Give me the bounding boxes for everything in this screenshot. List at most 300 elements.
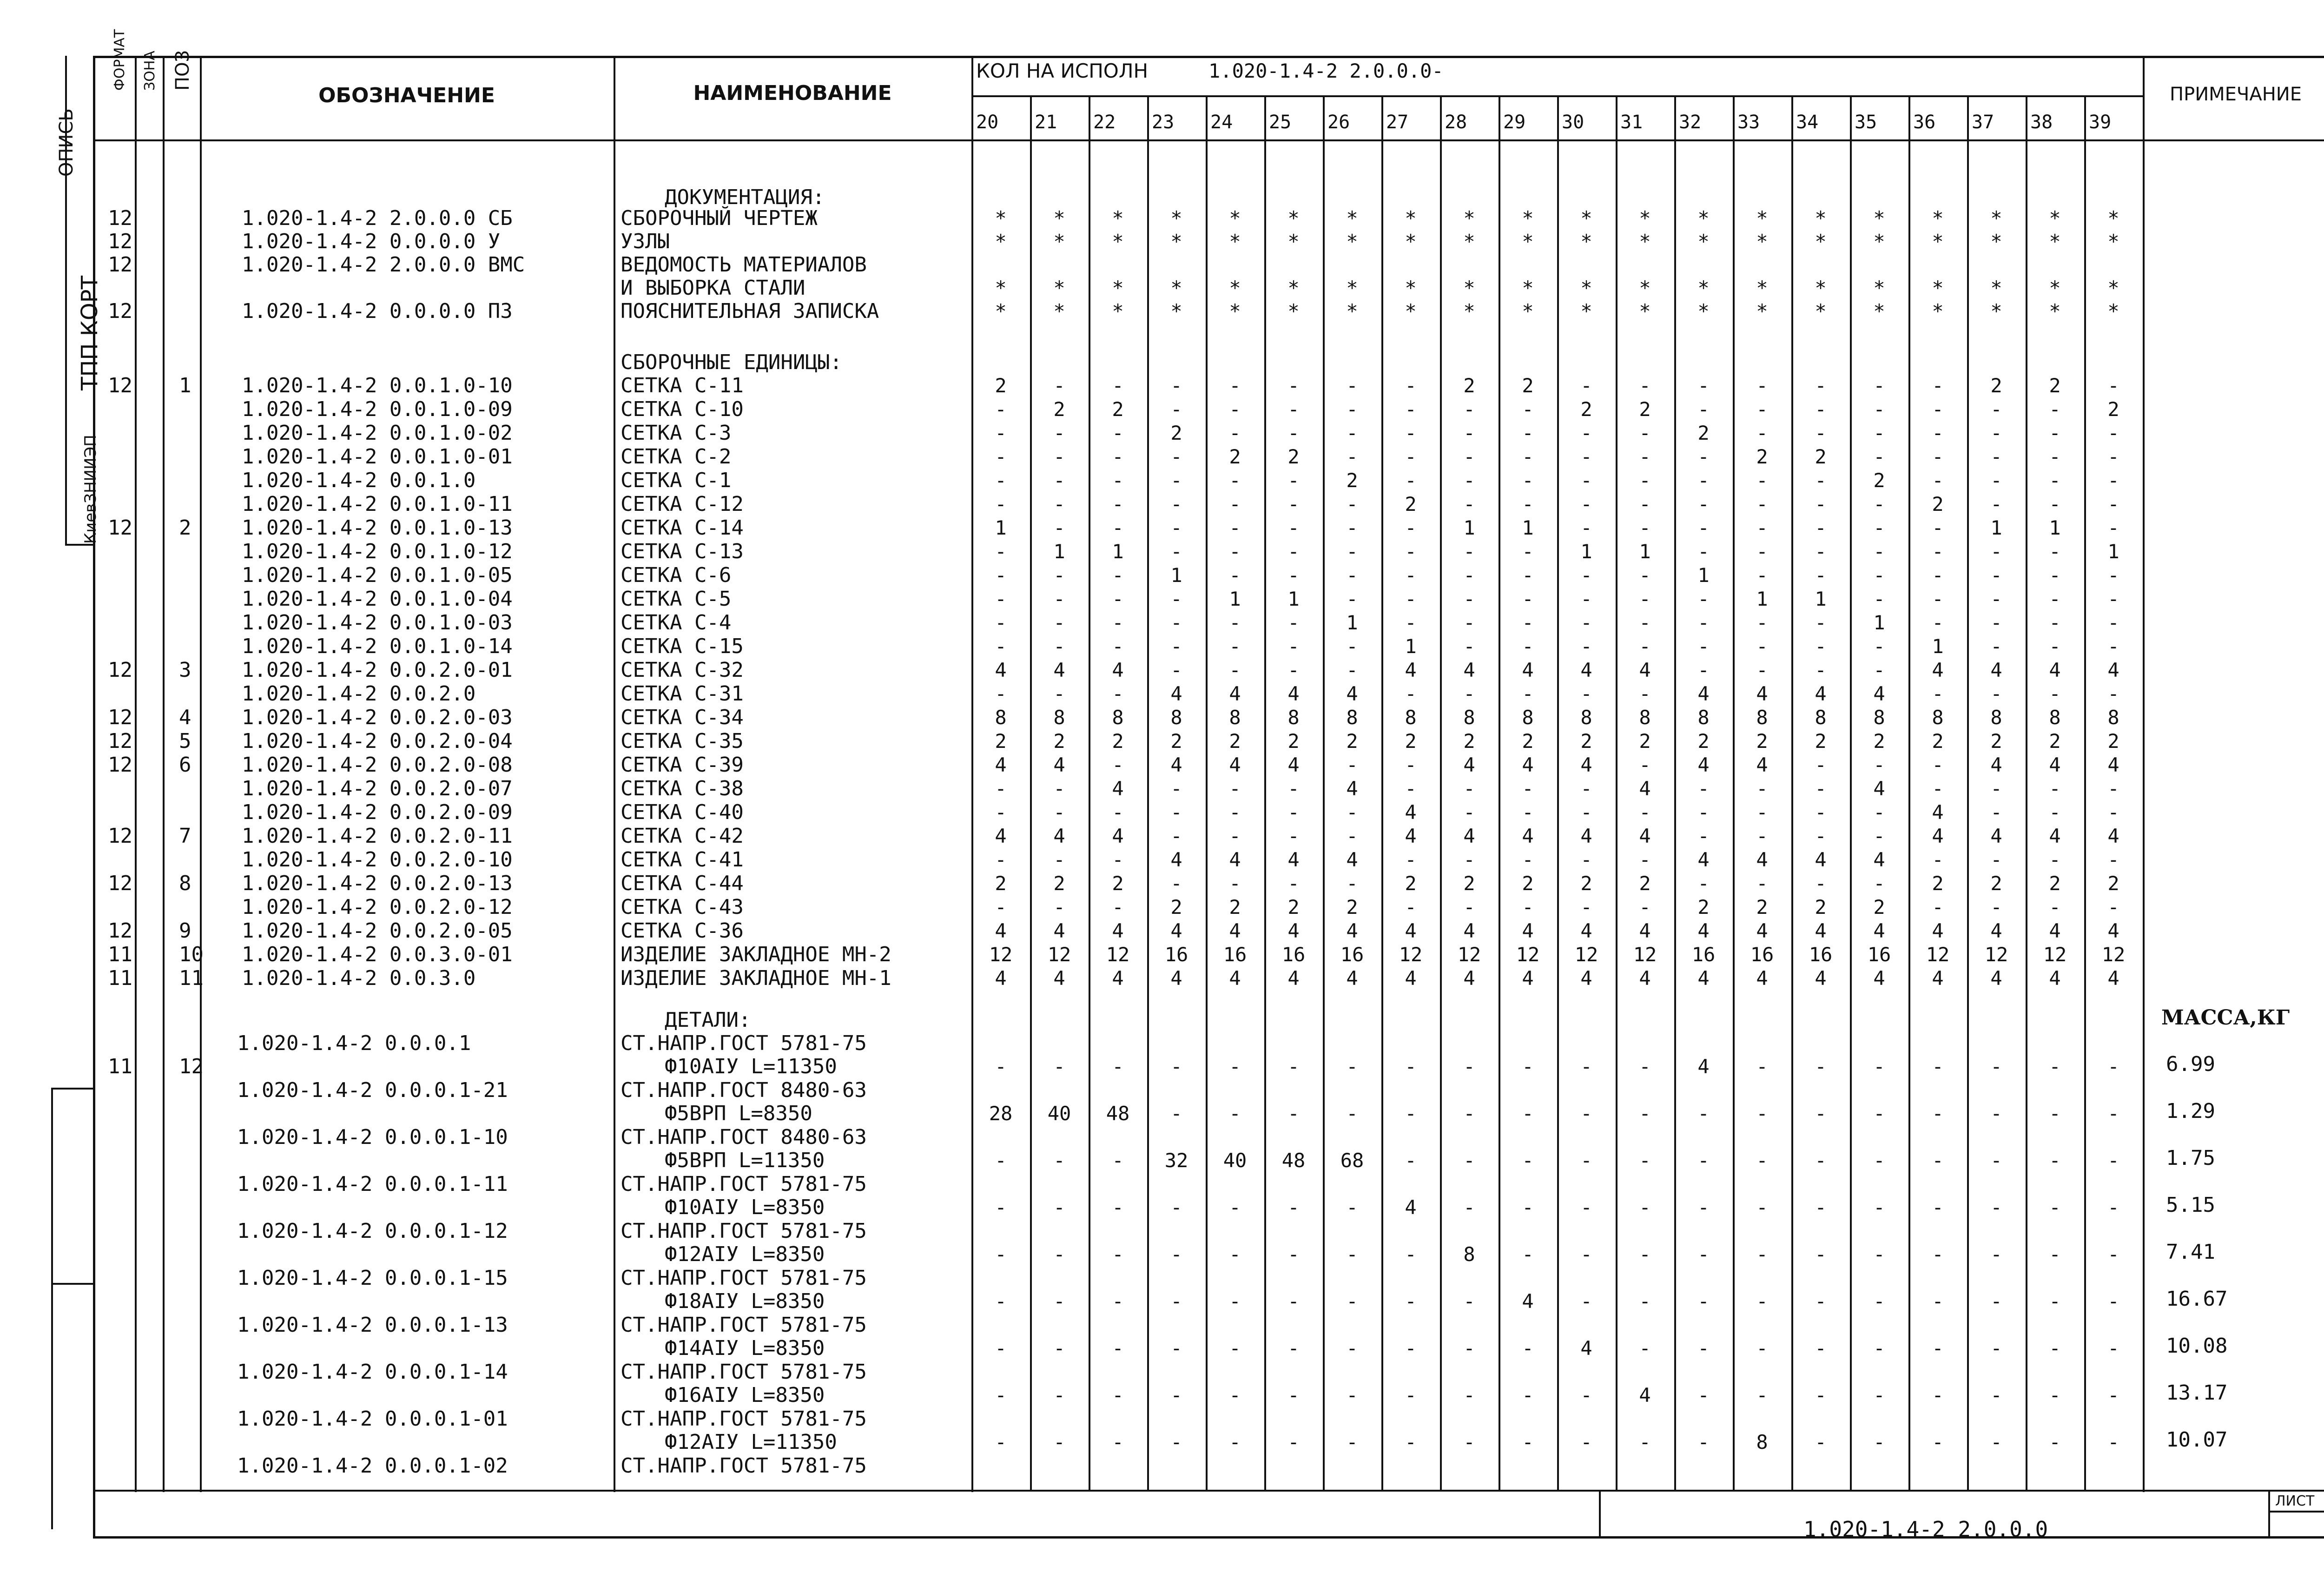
- qty-cell: 2: [1405, 493, 1417, 515]
- qty-cell: *: [1346, 230, 1358, 253]
- qty-cell: -: [2049, 422, 2061, 444]
- qty-cell: -: [1405, 1384, 1417, 1407]
- qty-cell: -: [1287, 611, 1300, 634]
- qty-cell: -: [1932, 1384, 1944, 1407]
- qty-cell: -: [2107, 588, 2119, 610]
- qty-cell: -: [1346, 493, 1358, 515]
- qty-cell: 4: [1346, 919, 1358, 942]
- qty-cell: -: [1463, 1290, 1475, 1313]
- name-cell: СТ.НАПР.ГОСТ 5781-75: [621, 1266, 867, 1290]
- qty-cell: 2: [1346, 730, 1358, 753]
- qty-cell: -: [1756, 540, 1768, 563]
- qty-cell: 4: [2049, 659, 2061, 681]
- qty-cell: -: [1873, 1243, 1885, 1266]
- qty-cell: 4: [1229, 682, 1241, 705]
- qty-cell: 2: [1873, 730, 1885, 753]
- qty-cell: -: [1053, 374, 1065, 397]
- qty-cell: 12: [989, 943, 1013, 966]
- name-cell: И ВЫБОРКА СТАЛИ: [621, 276, 805, 300]
- qty-cell: -: [1639, 611, 1651, 634]
- qty-cell: -: [1229, 611, 1241, 634]
- qty-cell: 4: [1756, 682, 1768, 705]
- qty-cell: -: [1639, 564, 1651, 587]
- qty-cell: 12: [1047, 943, 1071, 966]
- qty-cell: *: [1463, 207, 1475, 230]
- qty-cell: *: [1405, 207, 1417, 230]
- designation-cell: 1.020-1.4-2 0.0.2.0-03: [242, 706, 513, 729]
- column-number: 38: [2030, 112, 2053, 133]
- designation-cell: 1.020-1.4-2 0.0.1.0-02: [242, 421, 513, 445]
- qty-cell: 2: [1053, 730, 1065, 753]
- qty-cell: -: [1815, 1337, 1827, 1360]
- qty-cell: -: [995, 469, 1007, 492]
- name-cell: СТ.НАПР.ГОСТ 5781-75: [621, 1172, 867, 1196]
- qty-cell: 12: [1633, 943, 1657, 966]
- qty-cell: 4: [1463, 753, 1475, 776]
- mass-cell: 7.41: [2166, 1240, 2215, 1264]
- qty-cell: 2: [1639, 730, 1651, 753]
- qty-cell: -: [1815, 564, 1827, 587]
- name-cell: СЕТКА С-43: [621, 895, 744, 919]
- qty-cell: *: [1697, 207, 1710, 230]
- qty-cell: 4: [1287, 682, 1300, 705]
- pos-cell: 6: [179, 753, 191, 777]
- qty-cell: -: [1756, 611, 1768, 634]
- qty-cell: -: [1580, 777, 1592, 800]
- qty-cell: 8: [1170, 706, 1182, 729]
- qty-cell: -: [1580, 611, 1592, 634]
- qty-cell: -: [1405, 753, 1417, 776]
- qty-cell: -: [1346, 374, 1358, 397]
- qty-cell: 8: [995, 706, 1007, 729]
- qty-cell: *: [2049, 277, 2061, 299]
- qty-cell: -: [1697, 398, 1710, 421]
- column-number: 39: [2089, 112, 2112, 133]
- qty-cell: -: [1522, 801, 1534, 824]
- qty-cell: -: [1170, 659, 1182, 681]
- qty-cell: 4: [1287, 967, 1300, 990]
- qty-cell: *: [1287, 207, 1300, 230]
- qty-cell: -: [1522, 422, 1534, 444]
- qty-cell: -: [1756, 516, 1768, 539]
- qty-cell: -: [1639, 374, 1651, 397]
- name-cell-2: Ф12АIУ L=8350: [665, 1242, 825, 1266]
- qty-cell: 4: [995, 659, 1007, 681]
- name-cell: СЕТКА С-41: [621, 848, 744, 872]
- column-number: 23: [1152, 112, 1175, 133]
- qty-cell: -: [1112, 422, 1124, 444]
- qty-cell: -: [1346, 1102, 1358, 1125]
- qty-cell: -: [2049, 801, 2061, 824]
- qty-cell: -: [1287, 659, 1300, 681]
- qty-cell: -: [1522, 469, 1534, 492]
- qty-cell: -: [1932, 540, 1944, 563]
- qty-cell: -: [1932, 682, 1944, 705]
- qty-cell: -: [1170, 611, 1182, 634]
- qty-cell: *: [1053, 277, 1065, 299]
- qty-cell: -: [1112, 896, 1124, 918]
- qty-cell: 4: [1815, 682, 1827, 705]
- qty-cell: -: [1053, 1196, 1065, 1219]
- qty-cell: -: [1932, 848, 1944, 871]
- qty-cell: 4: [1229, 919, 1241, 942]
- qty-cell: -: [1287, 374, 1300, 397]
- qty-cell: *: [1112, 300, 1124, 323]
- qty-cell: *: [2107, 230, 2119, 253]
- qty-cell: -: [1170, 872, 1182, 895]
- qty-cell: -: [1639, 801, 1651, 824]
- qty-cell: *: [1053, 300, 1065, 323]
- qty-cell: -: [1873, 1431, 1885, 1453]
- qty-cell: *: [1873, 277, 1885, 299]
- qty-cell: -: [1697, 777, 1710, 800]
- name-cell: СЕТКА С-10: [621, 397, 744, 421]
- qty-cell: -: [1990, 635, 2002, 658]
- qty-cell: -: [2107, 801, 2119, 824]
- qty-cell: 8: [1815, 706, 1827, 729]
- qty-cell: -: [1873, 1055, 1885, 1078]
- qty-cell: 1: [1697, 564, 1710, 587]
- qty-cell: -: [1053, 801, 1065, 824]
- qty-cell: 16: [1691, 943, 1716, 966]
- qty-cell: -: [1346, 516, 1358, 539]
- qty-cell: -: [1639, 1196, 1651, 1219]
- qty-cell: -: [1346, 825, 1358, 847]
- qty-cell: 2: [1990, 872, 2002, 895]
- qty-cell: *: [1756, 300, 1768, 323]
- qty-cell: -: [1932, 1196, 1944, 1219]
- qty-cell: -: [1697, 659, 1710, 681]
- qty-cell: 1: [2049, 516, 2061, 539]
- qty-cell: 4: [1053, 753, 1065, 776]
- qty-cell: 12: [1984, 943, 2008, 966]
- qty-cell: -: [1229, 825, 1241, 847]
- qty-cell: -: [1873, 564, 1885, 587]
- qty-cell: 2: [1346, 469, 1358, 492]
- qty-cell: -: [1112, 564, 1124, 587]
- format-cell: 12: [108, 516, 132, 540]
- qty-cell: -: [995, 1290, 1007, 1313]
- qty-cell: -: [1287, 540, 1300, 563]
- designation-cell: 1.020-1.4-2 0.0.1.0-11: [242, 492, 513, 516]
- qty-cell: *: [1580, 207, 1592, 230]
- pos-cell: 11: [179, 966, 204, 990]
- qty-cell: 4: [1756, 848, 1768, 871]
- qty-cell: *: [2049, 230, 2061, 253]
- header-qty-code: 1.020-1.4-2 2.0.0.0-: [1208, 59, 1444, 82]
- qty-cell: -: [1112, 1243, 1124, 1266]
- qty-cell: 4: [1580, 919, 1592, 942]
- qty-cell: -: [1112, 493, 1124, 515]
- qty-cell: -: [1405, 682, 1417, 705]
- qty-cell: 1: [1405, 635, 1417, 658]
- qty-cell: -: [1053, 1055, 1065, 1078]
- qty-cell: -: [1053, 1384, 1065, 1407]
- qty-cell: 1: [995, 516, 1007, 539]
- format-cell: 12: [108, 253, 132, 277]
- qty-cell: -: [995, 493, 1007, 515]
- qty-cell: *: [1405, 230, 1417, 253]
- qty-cell: -: [1170, 1337, 1182, 1360]
- qty-cell: 8: [1697, 706, 1710, 729]
- qty-cell: *: [1170, 277, 1182, 299]
- qty-cell: *: [1932, 207, 1944, 230]
- qty-cell: -: [1580, 493, 1592, 515]
- qty-cell: -: [1990, 540, 2002, 563]
- qty-cell: -: [2049, 1102, 2061, 1125]
- qty-cell: 4: [1463, 967, 1475, 990]
- qty-cell: -: [1756, 422, 1768, 444]
- qty-cell: -: [1522, 588, 1534, 610]
- name-cell: СЕТКА С-15: [621, 634, 744, 658]
- qty-cell: -: [1229, 1243, 1241, 1266]
- qty-cell: -: [1463, 1149, 1475, 1172]
- qty-cell: 4: [2049, 967, 2061, 990]
- qty-cell: *: [1229, 300, 1241, 323]
- designation-cell: 1.020-1.4-2 0.0.0.1-21: [237, 1078, 508, 1102]
- qty-cell: 4: [1639, 777, 1651, 800]
- qty-cell: -: [1229, 1337, 1241, 1360]
- qty-cell: -: [2107, 1196, 2119, 1219]
- qty-cell: *: [1815, 277, 1827, 299]
- qty-cell: -: [1522, 564, 1534, 587]
- qty-cell: 1: [1756, 588, 1768, 610]
- qty-cell: -: [995, 1384, 1007, 1407]
- designation-cell: 1.020-1.4-2 0.0.2.0-05: [242, 919, 513, 943]
- designation-cell: 1.020-1.4-2 0.0.2.0-11: [242, 824, 513, 848]
- qty-cell: -: [1697, 493, 1710, 515]
- qty-cell: 4: [1346, 682, 1358, 705]
- qty-cell: -: [1053, 588, 1065, 610]
- name-cell: СЕТКА С-12: [621, 492, 744, 516]
- qty-cell: 8: [1463, 706, 1475, 729]
- qty-cell: 1: [1229, 588, 1241, 610]
- qty-cell: 4: [1463, 659, 1475, 681]
- designation-cell: 1.020-1.4-2 0.0.2.0: [242, 682, 476, 706]
- qty-cell: 12: [2101, 943, 2126, 966]
- qty-cell: -: [1756, 469, 1768, 492]
- qty-cell: -: [1229, 540, 1241, 563]
- qty-cell: -: [1463, 1055, 1475, 1078]
- qty-cell: -: [1697, 611, 1710, 634]
- qty-cell: -: [995, 611, 1007, 634]
- qty-cell: -: [1522, 1431, 1534, 1453]
- qty-cell: -: [1463, 588, 1475, 610]
- qty-cell: 16: [1223, 943, 1247, 966]
- qty-cell: 28: [989, 1102, 1013, 1125]
- qty-cell: *: [995, 207, 1007, 230]
- qty-cell: -: [1639, 422, 1651, 444]
- qty-cell: -: [1229, 1290, 1241, 1313]
- qty-cell: 1: [1287, 588, 1300, 610]
- sheet-label: ЛИСТ: [2275, 1493, 2315, 1509]
- qty-cell: -: [1815, 659, 1827, 681]
- qty-cell: *: [1639, 230, 1651, 253]
- qty-cell: -: [1053, 611, 1065, 634]
- qty-cell: -: [1697, 374, 1710, 397]
- qty-cell: 2: [1580, 872, 1592, 895]
- name-cell: СТ.НАПР.ГОСТ 5781-75: [621, 1407, 867, 1431]
- name-cell-2: Ф5ВРП L=11350: [665, 1149, 825, 1172]
- qty-cell: 2: [1053, 398, 1065, 421]
- qty-cell: 4: [1229, 967, 1241, 990]
- name-cell-2: Ф12АIУ L=11350: [665, 1430, 837, 1454]
- stamp-right-line: [2268, 1490, 2270, 1539]
- qty-cell: -: [2107, 422, 2119, 444]
- qty-cell: 4: [2107, 967, 2119, 990]
- qty-cell: -: [1112, 1431, 1124, 1453]
- qty-cell: -: [1990, 1431, 2002, 1453]
- qty-cell: -: [1229, 516, 1241, 539]
- name-cell: СЕТКА С-32: [621, 658, 744, 682]
- qty-cell: 4: [1170, 848, 1182, 871]
- qty-cell: -: [1112, 682, 1124, 705]
- qty-cell: -: [1229, 493, 1241, 515]
- qty-cell: -: [1112, 1055, 1124, 1078]
- qty-cell: 4: [1697, 967, 1710, 990]
- qty-cell: -: [1405, 611, 1417, 634]
- qty-cell: -: [1405, 1431, 1417, 1453]
- qty-cell: 4: [1580, 1337, 1592, 1360]
- qty-cell: 4: [1405, 967, 1417, 990]
- qty-cell: *: [1815, 230, 1827, 253]
- column-number: 30: [1562, 112, 1585, 133]
- qty-cell: -: [1697, 635, 1710, 658]
- qty-cell: -: [995, 1243, 1007, 1266]
- qty-cell: -: [1112, 801, 1124, 824]
- mass-cell: 10.08: [2166, 1334, 2228, 1358]
- qty-cell: -: [1229, 469, 1241, 492]
- pos-cell: 2: [179, 516, 191, 540]
- qty-cell: 2: [1229, 896, 1241, 918]
- designation-cell: 1.020-1.4-2 0.0.2.0-12: [242, 895, 513, 919]
- qty-cell: -: [2049, 1290, 2061, 1313]
- qty-cell: -: [1053, 1243, 1065, 1266]
- qty-cell: -: [1287, 1055, 1300, 1078]
- qty-cell: 12: [1457, 943, 1481, 966]
- qty-cell: -: [1580, 1196, 1592, 1219]
- qty-cell: -: [1815, 825, 1827, 847]
- format-cell: 11: [108, 966, 132, 990]
- qty-cell: -: [1990, 1102, 2002, 1125]
- qty-cell: *: [1287, 300, 1300, 323]
- qty-cell: 2: [1815, 896, 1827, 918]
- qty-cell: -: [1873, 825, 1885, 847]
- qty-cell: -: [1990, 1337, 2002, 1360]
- qty-cell: *: [1990, 300, 2002, 323]
- pos-cell: 10: [179, 943, 204, 966]
- qty-cell: -: [1170, 1431, 1182, 1453]
- qty-cell: -: [1697, 872, 1710, 895]
- qty-cell: 8: [1463, 1243, 1475, 1266]
- name-cell: ВЕДОМОСТЬ МАТЕРИАЛОВ: [621, 253, 867, 277]
- qty-cell: -: [1697, 469, 1710, 492]
- qty-cell: -: [1756, 777, 1768, 800]
- qty-cell: 8: [1990, 706, 2002, 729]
- qty-cell: 1: [2107, 540, 2119, 563]
- qty-cell: -: [1639, 516, 1651, 539]
- qty-cell: 4: [1522, 659, 1534, 681]
- qty-cell: 4: [1522, 753, 1534, 776]
- designation-cell: 1.020-1.4-2 0.0.2.0-04: [242, 729, 513, 753]
- qty-cell: -: [1580, 1290, 1592, 1313]
- qty-cell: 4: [1990, 967, 2002, 990]
- qty-cell: 2: [1522, 872, 1534, 895]
- qty-cell: 48: [1281, 1149, 1306, 1172]
- qty-cell: *: [1053, 230, 1065, 253]
- qty-cell: -: [995, 682, 1007, 705]
- qty-cell: -: [2107, 682, 2119, 705]
- qty-cell: -: [1053, 445, 1065, 468]
- qty-cell: -: [1639, 1431, 1651, 1453]
- qty-cell: *: [1815, 207, 1827, 230]
- qty-cell: -: [1815, 635, 1827, 658]
- header-pos: ПОЗ: [172, 50, 193, 91]
- qty-cell: -: [1287, 564, 1300, 587]
- qty-cell: 8: [1756, 706, 1768, 729]
- qty-cell: -: [1229, 398, 1241, 421]
- qty-cell: -: [1170, 493, 1182, 515]
- format-cell: 12: [108, 753, 132, 777]
- format-cell: 11: [108, 1055, 132, 1078]
- qty-cell: -: [995, 445, 1007, 468]
- name-cell: СЕТКА С-38: [621, 777, 744, 800]
- qty-cell: *: [1229, 230, 1241, 253]
- qty-cell: *: [1522, 300, 1534, 323]
- qty-cell: -: [1229, 801, 1241, 824]
- qty-cell: *: [1522, 207, 1534, 230]
- qty-cell: *: [2049, 207, 2061, 230]
- qty-cell: 4: [1522, 919, 1534, 942]
- qty-cell: 2: [1815, 445, 1827, 468]
- qty-cell: -: [1112, 1196, 1124, 1219]
- qty-cell: 4: [2049, 753, 2061, 776]
- qty-cell: -: [2107, 635, 2119, 658]
- qty-cell: -: [1405, 398, 1417, 421]
- qty-cell: -: [2049, 1384, 2061, 1407]
- qty-cell: -: [1522, 493, 1534, 515]
- qty-cell: -: [995, 564, 1007, 587]
- qty-cell: -: [995, 777, 1007, 800]
- name-cell: СЕТКА С-1: [621, 469, 732, 492]
- qty-cell: -: [1580, 588, 1592, 610]
- mass-cell: 1.75: [2166, 1146, 2215, 1170]
- designation-cell: 1.020-1.4-2 0.0.1.0-13: [242, 516, 513, 540]
- qty-cell: -: [1287, 516, 1300, 539]
- qty-cell: -: [1932, 1431, 1944, 1453]
- name-cell: СЕТКА С-35: [621, 729, 744, 753]
- qty-cell: -: [1522, 1337, 1534, 1360]
- name-cell: СЕТКА С-11: [621, 374, 744, 397]
- qty-cell: -: [1229, 564, 1241, 587]
- qty-cell: 4: [2049, 825, 2061, 847]
- qty-cell: 4: [1112, 919, 1124, 942]
- qty-cell: 1: [1053, 540, 1065, 563]
- designation-cell: 1.020-1.4-2 0.0.0.0 ПЗ: [242, 299, 513, 323]
- column-number: 24: [1210, 112, 1233, 133]
- format-cell: 12: [108, 230, 132, 253]
- designation-cell: 1.020-1.4-2 0.0.1.0-04: [242, 587, 513, 611]
- qty-cell: -: [995, 1055, 1007, 1078]
- qty-cell: 2: [1580, 730, 1592, 753]
- qty-cell: 8: [1639, 706, 1651, 729]
- left-margin-tick: [51, 1088, 93, 1090]
- qty-cell: -: [1346, 588, 1358, 610]
- mass-label: МАССА,КГ: [2161, 1006, 2290, 1030]
- mass-cell: 5.15: [2166, 1193, 2215, 1217]
- qty-cell: -: [2049, 682, 2061, 705]
- qty-cell: *: [2107, 300, 2119, 323]
